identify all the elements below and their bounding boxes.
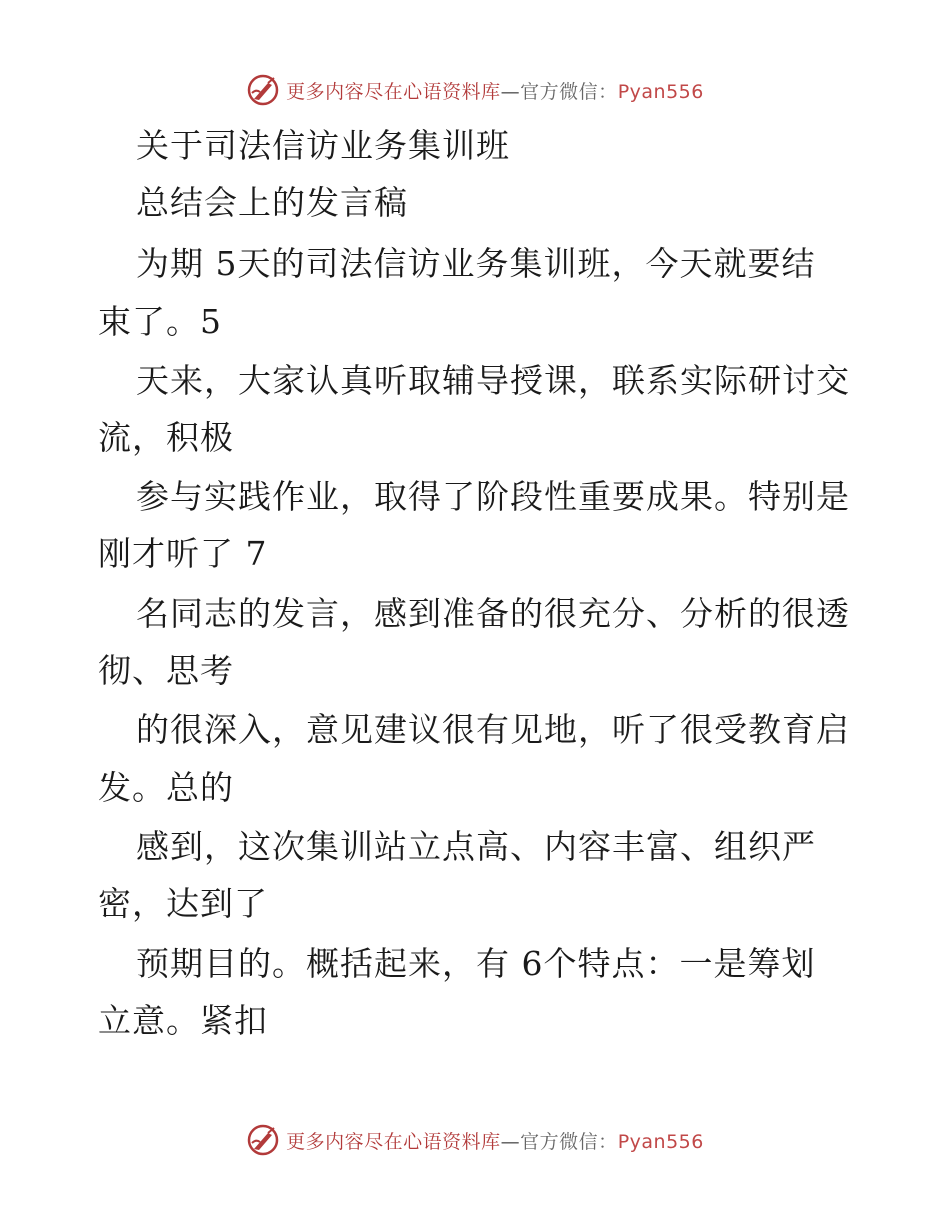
- paragraph-line: 发。总的: [98, 768, 234, 807]
- paragraph-line: 束了。5: [98, 302, 222, 341]
- quill-pen-logo-icon: [246, 1123, 280, 1157]
- banner-separator: —: [500, 80, 521, 103]
- footer-banner: [0, 1120, 950, 1160]
- paragraph-line: 天来，大家认真听取辅导授课，联系实际研讨交: [136, 361, 850, 400]
- banner-separator: —: [500, 1130, 521, 1153]
- paragraph-line: 立意。紧扣: [98, 1001, 268, 1040]
- header-banner: [0, 70, 950, 110]
- quill-pen-logo-icon: [246, 73, 280, 107]
- banner-wechat-id: Pyan556: [617, 1130, 704, 1153]
- paragraph-line: 彻、思考: [98, 651, 234, 690]
- title-line-2: 总结会上的发言稿: [136, 183, 408, 222]
- paragraph-line: 刚才听了 7: [98, 534, 268, 573]
- paragraph-line: 的很深入，意见建议很有见地，听了很受教育启: [136, 710, 850, 749]
- banner-label: 官方微信：: [520, 1130, 618, 1153]
- banner-text: [286, 77, 704, 104]
- paragraph-line: 感到，这次集训站立点高、内容丰富、组织严: [136, 827, 816, 866]
- banner-wechat-id: Pyan556: [617, 80, 704, 103]
- banner-main-text: 更多内容尽在心语资料库: [286, 1130, 501, 1153]
- paragraph-line: 名同志的发言，感到准备的很充分、分析的很透: [136, 594, 850, 633]
- paragraph-line: 密，达到了: [98, 884, 268, 923]
- paragraph-line: 为期 5天的司法信访业务集训班，今天就要结: [136, 244, 816, 283]
- banner-text: [286, 1127, 704, 1154]
- paragraph-line: 预期目的。概括起来，有 6个特点：一是筹划: [136, 944, 816, 983]
- title-line-1: 关于司法信访业务集训班: [136, 126, 510, 165]
- banner-label: 官方微信：: [520, 80, 618, 103]
- banner-main-text: 更多内容尽在心语资料库: [286, 80, 501, 103]
- paragraph-line: 参与实践作业，取得了阶段性重要成果。特别是: [136, 477, 850, 516]
- paragraph-line: 流，积极: [98, 418, 234, 457]
